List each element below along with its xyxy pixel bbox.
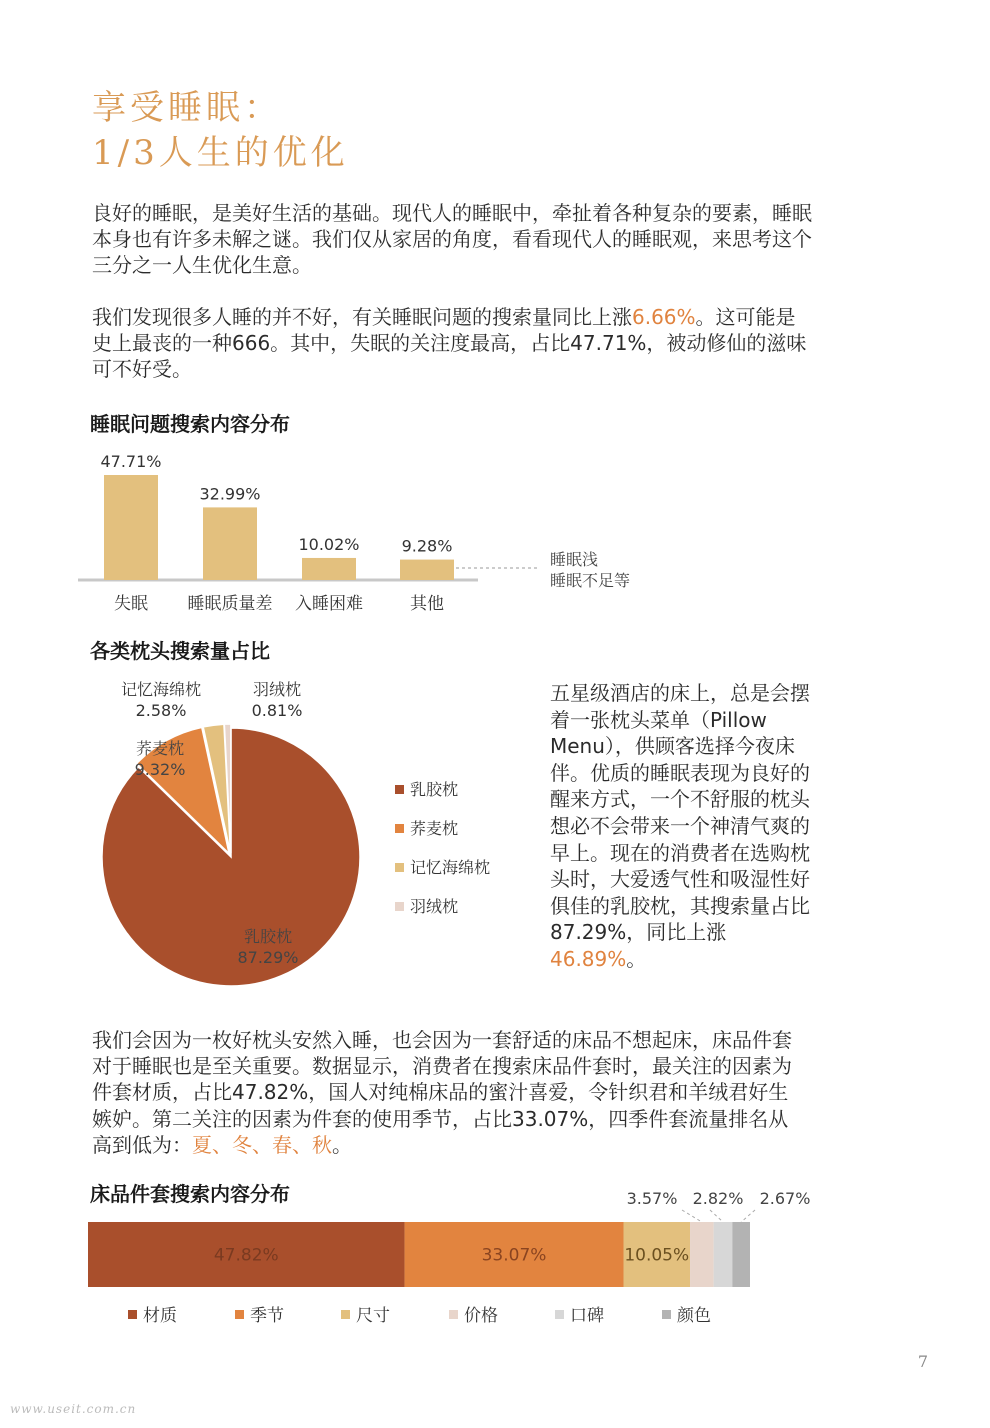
data-label: 9.28% <box>401 536 453 556</box>
legend-label: 记忆海绵枕 <box>410 858 491 877</box>
bar <box>302 558 356 580</box>
segment-label: 33.07% <box>481 1245 547 1266</box>
sleep-chart-heading: 睡眠问题搜索内容分布 <box>90 412 290 436</box>
intro-text: 我们发现很多人睡的并不好，有关睡眠问题的搜索量同比上涨 <box>92 305 632 329</box>
pillow-paragraph <box>550 680 820 973</box>
x-tick-label: 入睡困难 <box>295 594 363 614</box>
bedding-stacked-bar-chart <box>0 1180 990 1340</box>
x-tick-label: 其他 <box>410 594 444 614</box>
legend-swatch <box>662 1310 671 1319</box>
bedding-paragraph <box>92 1027 804 1158</box>
page-number: 7 <box>917 1352 928 1371</box>
legend-label: 羽绒枕 <box>410 897 459 916</box>
bedding-chart-heading: 床品件套搜索内容分布 <box>90 1182 290 1206</box>
legend-swatch <box>395 902 404 911</box>
legend-label: 颜色 <box>677 1306 711 1326</box>
legend-swatch <box>555 1310 564 1319</box>
slice-value-label: 87.29% <box>237 948 299 967</box>
slice-label: 荞麦枕 <box>135 739 185 758</box>
legend-swatch <box>341 1310 350 1319</box>
page-title-line1: 享受睡眠： <box>92 88 282 128</box>
legend-label: 季节 <box>250 1306 284 1326</box>
annotation-text: 睡眠浅 <box>550 550 599 569</box>
stacked-segment <box>690 1222 714 1287</box>
bedding-text: 。 <box>332 1132 352 1157</box>
sleep-problem-bar-chart <box>0 440 990 620</box>
intro-paragraph-1: 良好的睡眠，是美好生活的基础。现代人的睡眠中，牵扯着各种复杂的要素，睡眠本身也有许多未解之谜。我们仅从家居的角度，看看现代人的睡眠观，来思考这个三分之一人生优化生意。 <box>92 201 812 277</box>
annotation-text: 睡眠不足等 <box>550 571 631 590</box>
intro-paragraph-2 <box>92 304 812 382</box>
pillow-pie-chart <box>0 670 540 1000</box>
slice-value-label: 0.81% <box>251 701 303 720</box>
data-label: 47.71% <box>100 452 162 471</box>
highlight-seasons: 夏、冬、春、秋 <box>192 1132 332 1157</box>
segment-label: 47.82% <box>213 1245 279 1266</box>
label-leader <box>741 1210 755 1222</box>
slice-label: 记忆海绵枕 <box>120 680 202 699</box>
legend-swatch <box>395 785 404 794</box>
segment-label: 2.67% <box>759 1189 811 1208</box>
bar <box>104 475 158 580</box>
slice-value-label: 9.32% <box>134 760 186 779</box>
slice-label: 羽绒枕 <box>252 680 302 699</box>
label-leader <box>682 1210 702 1222</box>
data-label: 32.99% <box>199 484 261 504</box>
legend-label: 材质 <box>143 1306 177 1326</box>
pillow-text: 。 <box>626 946 647 971</box>
data-label: 10.02% <box>298 534 360 554</box>
pillow-text: 五星级酒店的床上，总是会摆着一张枕头菜单（Pillow Menu），供顾客选择今夜床伴。优质的睡眠表现为良好的醒来方式，一个不舒服的枕头想必不会带来一个神清气爽的早上。现在的消费者在选购枕头时，大爱透气性和吸湿性好俱佳的乳胶枕，其搜索量占比87.29%，同比上涨 <box>550 681 810 945</box>
segment-label: 2.82% <box>692 1189 744 1208</box>
segment-label: 10.05% <box>624 1245 690 1266</box>
highlight-value: 6.66% <box>632 305 696 329</box>
bar <box>203 507 257 580</box>
legend-label: 口碑 <box>570 1306 604 1326</box>
legend-swatch <box>395 863 404 872</box>
pillow-chart-heading: 各类枕头搜索量占比 <box>90 639 270 663</box>
legend-swatch <box>395 824 404 833</box>
stacked-segment <box>732 1222 750 1287</box>
highlight-value: 46.89% <box>550 946 627 971</box>
legend-label: 价格 <box>464 1306 498 1326</box>
intro-text: 。这可能是史上最丧的一种666。其中，失眠的关注度最高，占比47.71%，被动修仙的滋味可不好受。 <box>92 305 807 381</box>
bar <box>400 560 454 580</box>
slice-value-label: 2.58% <box>135 701 187 720</box>
x-tick-label: 失眠 <box>114 594 148 614</box>
watermark: www.useit.com.cn <box>10 1402 137 1416</box>
bedding-text: 我们会因为一枚好枕头安然入睡，也会因为一套舒适的床品不想起床，床品件套对于睡眠也是至关重要。数据显示，消费者在搜索床品件套时，最关注的因素为件套材质，占比47.82%，国人对纯棉床品的蜜汁喜爱，令针织君和羊绒君好生嫉妒。第二关注的因素为件套的使用季节，占比33.07%，四季件套流量排名从高到低为： <box>92 1028 792 1157</box>
segment-label: 3.57% <box>626 1189 678 1208</box>
x-tick-label: 睡眠质量差 <box>187 594 273 614</box>
legend-label: 荞麦枕 <box>410 819 459 838</box>
legend-swatch <box>128 1310 137 1319</box>
legend-label: 尺寸 <box>356 1306 390 1326</box>
legend-swatch <box>449 1310 458 1319</box>
page-title-line2: 1/3人生的优化 <box>92 133 349 173</box>
legend-label: 乳胶枕 <box>410 780 459 799</box>
slice-label: 乳胶枕 <box>243 927 293 946</box>
stacked-segment <box>714 1222 733 1287</box>
label-leader <box>710 1210 723 1222</box>
legend-swatch <box>235 1310 244 1319</box>
